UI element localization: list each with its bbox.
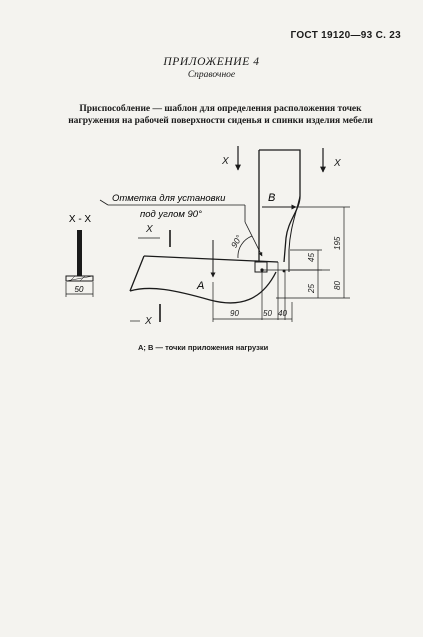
x-marker-top-right: X xyxy=(334,158,341,169)
dim-195: 195 xyxy=(333,236,342,250)
mark-label-line1: Отметка для установки xyxy=(112,193,226,204)
dim-45: 45 xyxy=(307,253,316,262)
x-marker-top-left: X xyxy=(222,156,229,167)
point-a-label: A xyxy=(197,280,205,292)
load-points xyxy=(196,192,296,292)
x-marker-mid: X xyxy=(146,224,153,235)
angle-label: 90° xyxy=(228,233,244,250)
dim-25: 25 xyxy=(307,284,316,293)
appendix-title: ПРИЛОЖЕНИЕ 4 xyxy=(163,56,260,68)
x-marker-bottom: X xyxy=(145,316,152,327)
appendix-subtitle: Справочное xyxy=(187,70,236,80)
section-label: X - X xyxy=(68,214,92,225)
horizontal-dimension-labels xyxy=(230,309,287,318)
mark-label xyxy=(100,193,245,222)
angle-mark xyxy=(229,222,262,258)
section-view xyxy=(66,214,93,297)
standard-header: ГОСТ 19120—93 С. 23 xyxy=(290,30,401,41)
template-outline xyxy=(130,150,330,322)
vertical-dimension-labels xyxy=(307,236,342,294)
back-plate-outline xyxy=(259,150,300,262)
caption-text: — шаблон для определения расположения точек нагружения на рабочей поверхности сиденья и спинки изделия мебели xyxy=(68,104,373,126)
dim-80: 80 xyxy=(333,281,342,290)
footnote: А; В — точки приложения нагрузки xyxy=(138,343,269,352)
section-width-dim: 50 xyxy=(74,285,84,294)
dim-50: 50 xyxy=(263,309,272,318)
caption-lead: Приспособление xyxy=(79,104,151,114)
section-vertical-bar xyxy=(77,230,82,276)
dim-90: 90 xyxy=(230,309,239,318)
mark-label-line2: под углом 90° xyxy=(140,209,202,220)
point-b-label: B xyxy=(268,192,276,204)
dim-40: 40 xyxy=(278,309,287,318)
